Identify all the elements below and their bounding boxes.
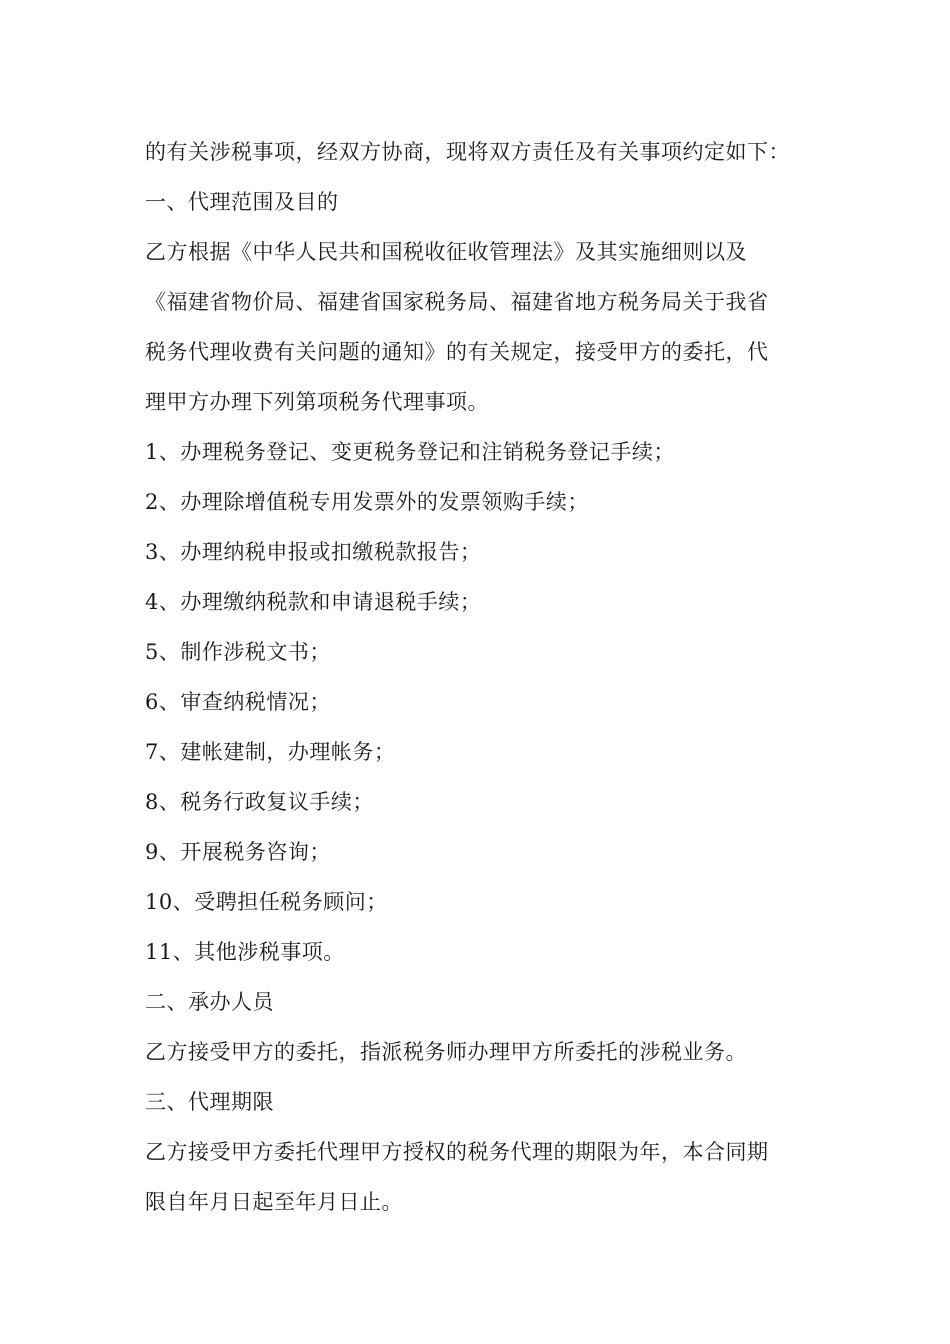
list-item: 9、开展税务咨询； bbox=[145, 840, 331, 864]
section-heading-scope: 一、代理范围及目的 bbox=[145, 190, 339, 214]
paragraph-continuation: 的有关涉税事项，经双方协商，现将双方责任及有关事项约定如下： bbox=[145, 140, 790, 164]
section-heading-personnel: 二、承办人员 bbox=[145, 990, 274, 1014]
list-item: 6、审查纳税情况； bbox=[145, 690, 331, 714]
list-item: 1、办理税务登记、变更税务登记和注销税务登记手续； bbox=[145, 440, 675, 464]
paragraph-line: 限自年月日起至年月日止。 bbox=[145, 1190, 403, 1214]
paragraph-line: 乙方接受甲方的委托，指派税务师办理甲方所委托的涉税业务。 bbox=[145, 1040, 747, 1064]
list-item: 7、建帐建制，办理帐务； bbox=[145, 740, 396, 764]
paragraph-line: 乙方根据《中华人民共和国税收征收管理法》及其实施细则以及 bbox=[145, 240, 747, 264]
paragraph-line: 乙方接受甲方委托代理甲方授权的税务代理的期限为年，本合同期 bbox=[145, 1140, 769, 1164]
list-item: 11、其他涉税事项。 bbox=[145, 940, 345, 964]
list-item: 3、办理纳税申报或扣缴税款报告； bbox=[145, 540, 482, 564]
list-item: 2、办理除增值税专用发票外的发票领购手续； bbox=[145, 490, 589, 514]
section-heading-term: 三、代理期限 bbox=[145, 1090, 274, 1114]
document-body bbox=[145, 127, 815, 1227]
list-item: 10、受聘担任税务顾问； bbox=[145, 890, 388, 914]
list-item: 4、办理缴纳税款和申请退税手续； bbox=[145, 590, 482, 614]
paragraph-line: 《福建省物价局、福建省国家税务局、福建省地方税务局关于我省 bbox=[145, 290, 769, 314]
paragraph-line: 税务代理收费有关问题的通知》的有关规定，接受甲方的委托，代 bbox=[145, 340, 769, 364]
paragraph-line: 理甲方办理下列第项税务代理事项。 bbox=[145, 390, 489, 414]
list-item: 5、制作涉税文书； bbox=[145, 640, 331, 664]
list-item: 8、税务行政复议手续； bbox=[145, 790, 374, 814]
